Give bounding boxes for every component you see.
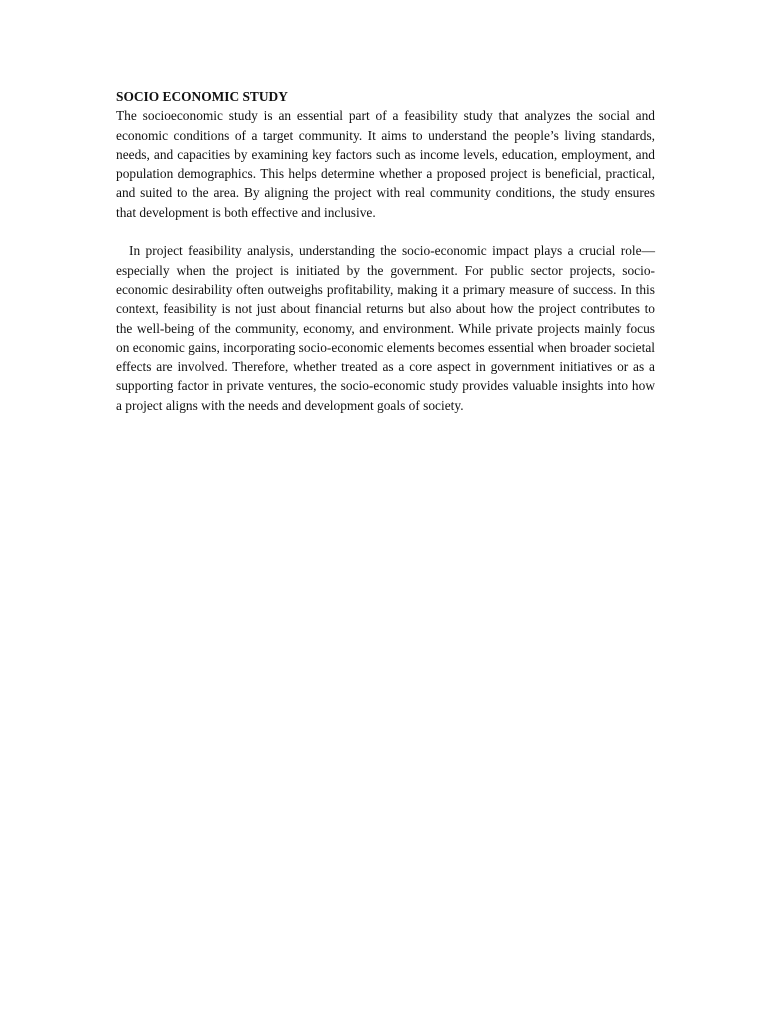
paragraph-intro: The socioeconomic study is an essential part of a feasibility study that analyzes the social and economic conditions of a target community. It aims to understand the people’s living standards, needs, and capacities by examining key factors such as income levels, education, employment, and population demographics. This helps determine whether a proposed project is beneficial, practical, and suited to the area. By aligning the project with real community conditions, the study ensures that development is both effective and inclusive. xyxy=(116,108,655,220)
section-heading: SOCIO ECONOMIC STUDY xyxy=(116,89,288,104)
paragraph-feasibility: In project feasibility analysis, understanding the socio-economic impact plays a crucial role—especially when the project is initiated by the government. For public sector projects, socio-economic desirability often outweighs profitability, making it a primary measure of success. In this context, feasibility is not just about financial returns but also about how the project contributes to the well-being of the community, economy, and environment. While private projects mainly focus on economic gains, incorporating socio-economic elements becomes essential when broader societal effects are involved. Therefore, whether treated as a core aspect in government initiatives or as a supporting factor in private ventures, the socio-economic study provides valuable insights into how a project aligns with the needs and development goals of society. xyxy=(116,243,655,413)
document-page xyxy=(116,87,655,415)
